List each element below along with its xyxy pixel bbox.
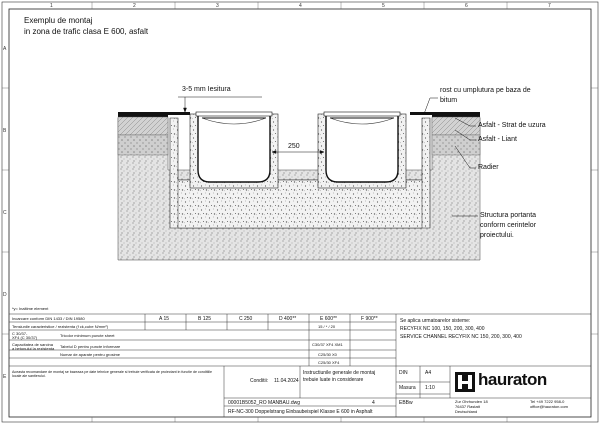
channel-right bbox=[318, 112, 406, 188]
ruler-col-1: 1 bbox=[50, 3, 53, 9]
e600-value-1: 15 / * / 20 bbox=[318, 324, 336, 329]
asphalt-wearing-left bbox=[118, 112, 168, 117]
row-header-load: Incarcare conform DIN 1433 / DIN 19580 bbox=[12, 316, 85, 321]
series-service-channel: SERVICE CHANNEL RECYFIX NC 150, 200, 300, 400 bbox=[400, 334, 522, 340]
ruler-row-c: C bbox=[3, 210, 7, 216]
row-header-capacity-b: a betonului la rezistenta bbox=[12, 346, 55, 351]
structure-label-3: proiectului. bbox=[480, 232, 514, 239]
ruler-row-e: E bbox=[3, 374, 7, 380]
base-right bbox=[432, 135, 480, 155]
brand-name: hauraton bbox=[478, 370, 547, 389]
ruler-col-7: 7 bbox=[548, 3, 551, 9]
company-phone: Tel +49 7222 958-0 bbox=[530, 399, 565, 404]
class-a15: A 15 bbox=[159, 316, 170, 322]
note-text: Aceasta recomandare de montaj se bazeaza pe date tehnice generale si trebuie verificata de proiectant in functie de conditiile locale ale santierului. bbox=[12, 370, 212, 379]
class-e600: E 600** bbox=[320, 316, 337, 322]
e600-value-4: C25/30 XF4 bbox=[318, 360, 340, 365]
e600-value-3: C25/30 X0 bbox=[318, 352, 337, 357]
e600-value-2: C30/37 XF4 XM1 bbox=[312, 342, 343, 347]
structure-label-1: Structura portanta bbox=[480, 212, 537, 219]
joint-label-1: rost cu umplutura pe baza de bbox=[440, 87, 531, 94]
ruler-row-d: D bbox=[3, 292, 7, 298]
ruler-col-5: 5 bbox=[382, 3, 385, 9]
sheet-label: EBBw bbox=[399, 400, 413, 406]
company-email: office@hauraton.com bbox=[530, 404, 569, 409]
gap-label: 3-5 mm Iesitura bbox=[182, 86, 231, 93]
series-title: Se aplica urmatoarelor sisteme: bbox=[400, 318, 471, 324]
row-header-concrete-c: Tricolor minimum puncte sheet bbox=[60, 333, 115, 338]
company-line-1: Zur Ohrhunden 18 bbox=[455, 399, 488, 404]
ruler-col-2: 2 bbox=[133, 3, 136, 9]
info-line-1: Instructiunile generale de montaj bbox=[303, 370, 376, 376]
asphalt-binder-left bbox=[118, 117, 168, 135]
class-c250: C 250 bbox=[239, 316, 253, 322]
row-header-capacity-a: Capacitatea de sarcina bbox=[12, 342, 53, 347]
row-header-count: Numar de aparate pentru grosime bbox=[60, 352, 121, 357]
class-b125: B 125 bbox=[198, 316, 212, 322]
channel-left bbox=[190, 112, 278, 188]
company-line-3: Deutschland bbox=[455, 409, 478, 414]
info-line-2: trebuie luate in considerare bbox=[303, 377, 364, 383]
format-label: DIN bbox=[399, 370, 408, 376]
row-header-capacity-c: Tabelul D pentru puncte informare bbox=[60, 344, 121, 349]
wearing-course-label: Asfalt - Strat de uzura bbox=[478, 122, 546, 129]
joint-label-2: bitum bbox=[440, 97, 458, 104]
company-line-2: 76437 Rastatt bbox=[455, 404, 480, 409]
format-value: A4 bbox=[425, 370, 432, 376]
drawing-number: 00001B5052_RO MANBAU.dwg bbox=[228, 400, 300, 406]
scale-label: Masura bbox=[399, 385, 416, 391]
scale-value: 1:10 bbox=[425, 385, 435, 391]
gap-leader bbox=[178, 97, 262, 112]
class-d400: D 400** bbox=[279, 316, 297, 322]
hauraton-logo-icon bbox=[455, 372, 475, 392]
condition-label: Conditii: bbox=[250, 378, 269, 384]
series-recyfix: RECYFIX NC 100, 150, 200, 300, 400 bbox=[400, 326, 485, 332]
binder-course-label: Asfalt - Liant bbox=[478, 136, 517, 143]
title-line-2: in zona de trafic clasa E 600, asfalt bbox=[24, 27, 149, 36]
footnote: *y= Inaltime element bbox=[12, 306, 49, 311]
base-left bbox=[118, 135, 168, 155]
sheet-number: 4 bbox=[372, 400, 375, 406]
title-line-1: Exemplu de montaj bbox=[24, 16, 93, 25]
base-label: Radier bbox=[478, 164, 499, 171]
date-value: 11.04.2024 bbox=[274, 378, 299, 384]
row-header-concrete-b: XF4 (C 30/37) bbox=[12, 335, 38, 340]
title-block-grid bbox=[9, 314, 591, 417]
bottom-title: RF-NC-300 Doppelstrang Einbaubeispiel Klasse E 600 in Asphalt bbox=[228, 409, 373, 415]
ruler-col-6: 6 bbox=[465, 3, 468, 9]
asphalt-wearing-right bbox=[432, 112, 480, 117]
row-header-strength: Tensiunile caracteristice / rezistenta (f ck,cube N/mm²) bbox=[12, 324, 109, 329]
ruler-row-a: A bbox=[3, 46, 7, 52]
class-f900: F 900** bbox=[361, 316, 378, 322]
ruler-col-4: 4 bbox=[299, 3, 302, 9]
ruler-col-3: 3 bbox=[216, 3, 219, 9]
row-header-concrete-a: C 30/37- bbox=[12, 331, 28, 336]
structure-label-2: conform cerintelor bbox=[480, 222, 537, 229]
ruler-row-b: B bbox=[3, 128, 7, 134]
dimension-label: 250 bbox=[288, 143, 300, 150]
